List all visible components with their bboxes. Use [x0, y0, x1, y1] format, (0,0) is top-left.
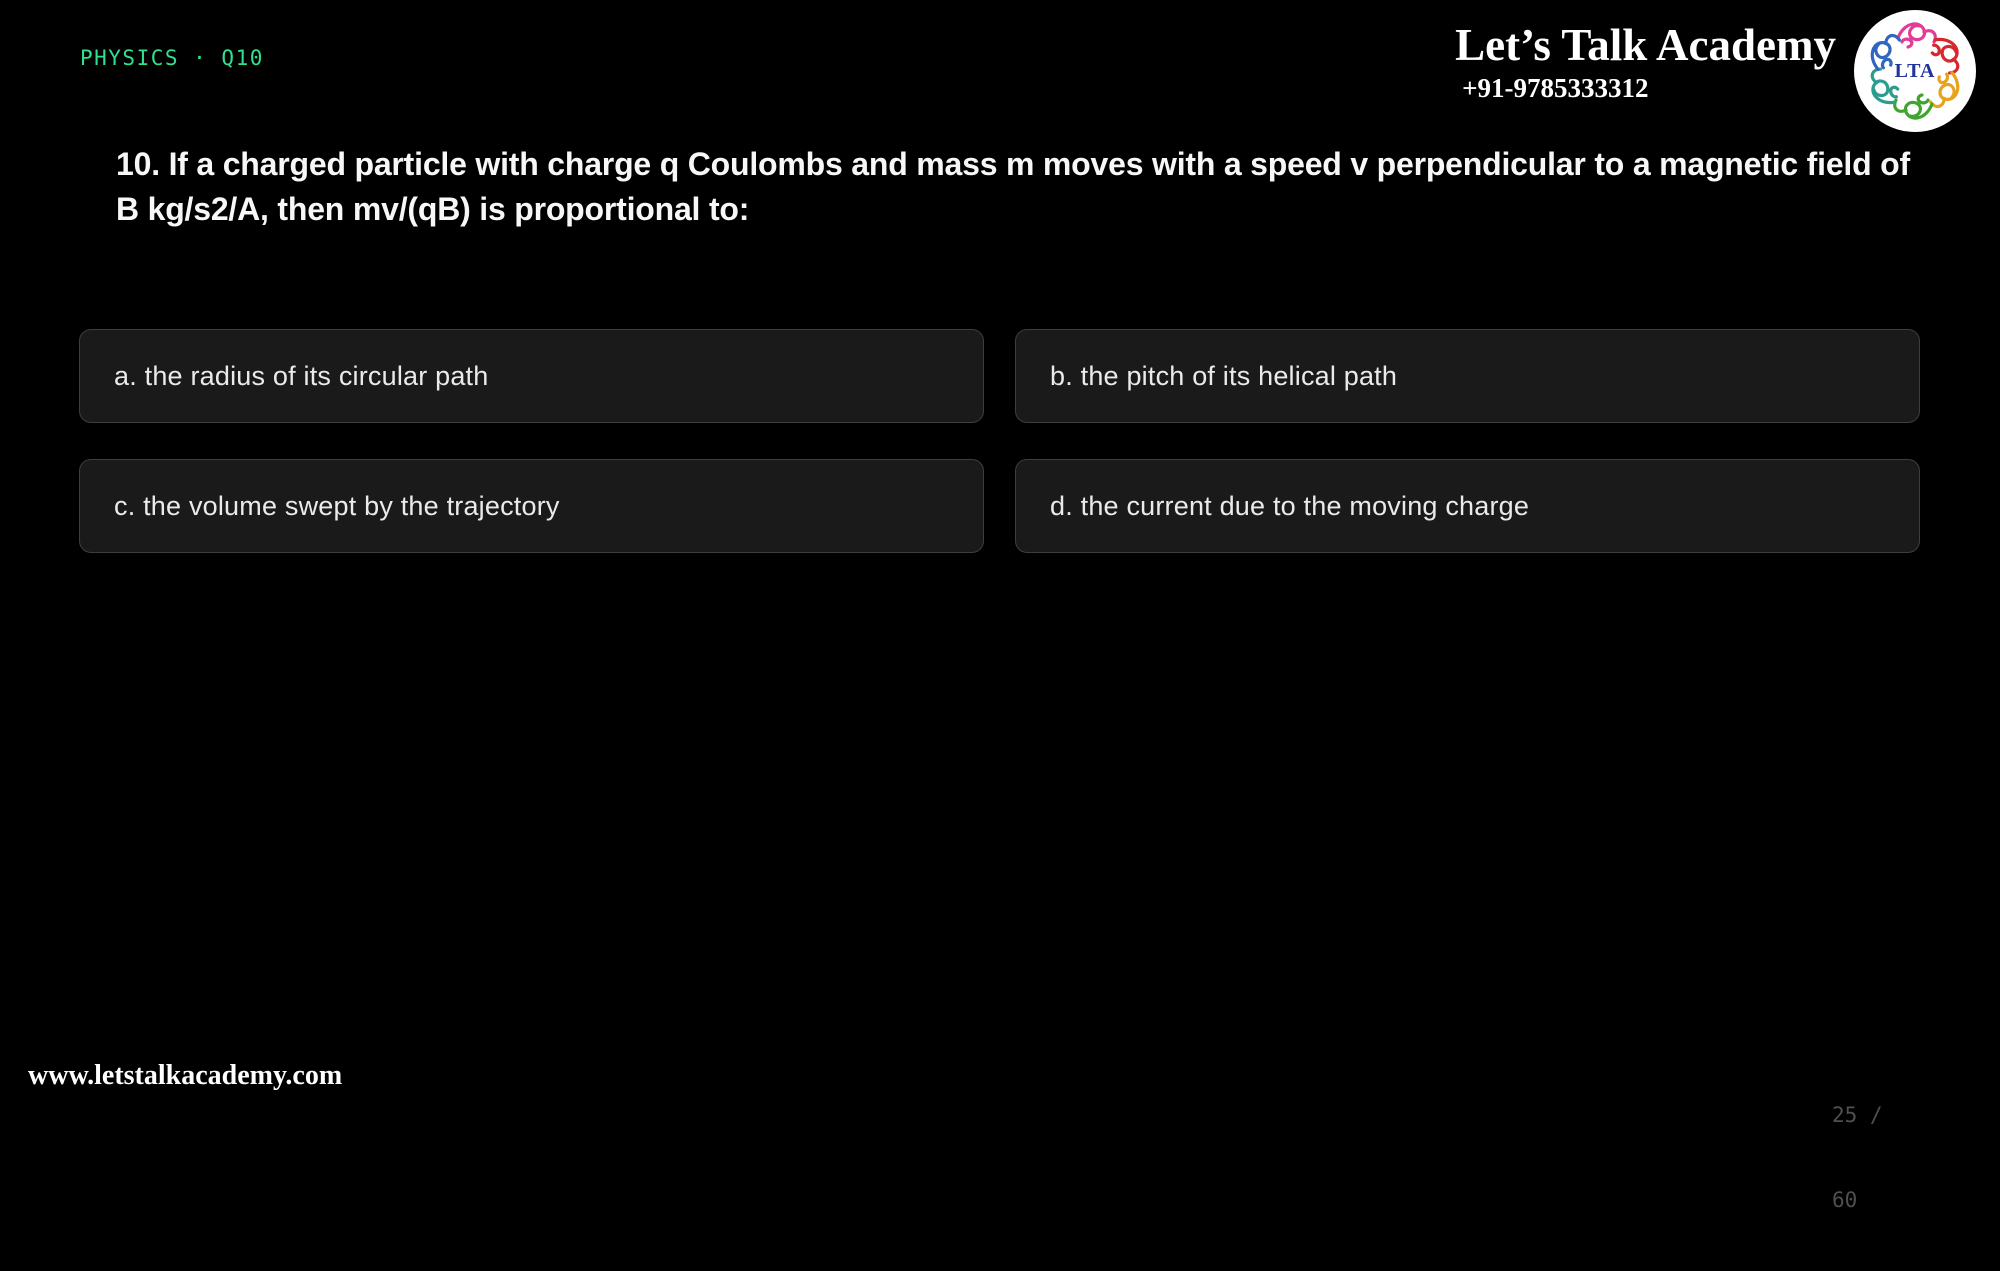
- academy-logo-icon: [1854, 10, 1976, 132]
- topic-label: PHYSICS · Q10: [80, 46, 264, 70]
- website-link: www.letstalkacademy.com: [28, 1060, 343, 1091]
- page-counter-line2: 60: [1832, 1187, 1858, 1212]
- option-a[interactable]: a. the radius of its circular path: [79, 329, 984, 423]
- option-c[interactable]: c. the volume swept by the trajectory: [79, 459, 984, 553]
- page-counter-line1: 25 /: [1832, 1102, 1883, 1127]
- brand-phone: +91-9785333312: [1462, 73, 1649, 104]
- option-d[interactable]: d. the current due to the moving charge: [1015, 459, 1920, 553]
- brand-text: [1455, 10, 1836, 104]
- brand-header: [1455, 10, 1976, 132]
- brand-title: Let’s Talk Academy: [1455, 20, 1836, 70]
- page-counter: [1832, 1044, 1883, 1271]
- question-text: 10. If a charged particle with charge q Coulombs and mass m moves with a speed v perpendicular to a magnetic field of B kg/s2/A, then mv/(qB) is proportional to:: [116, 146, 1910, 228]
- option-b[interactable]: b. the pitch of its helical path: [1015, 329, 1920, 423]
- logo-lta-text: LTA: [1894, 60, 1936, 82]
- options-grid: [79, 329, 1920, 553]
